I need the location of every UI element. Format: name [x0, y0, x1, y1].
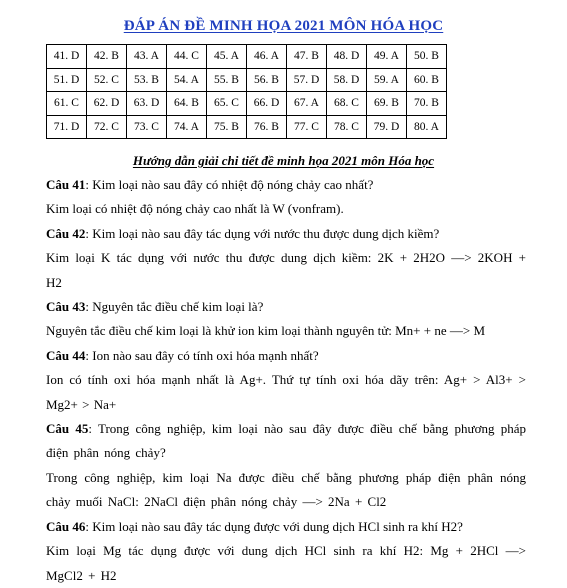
answer-cell: 61. C — [47, 92, 87, 116]
answer-row — [47, 45, 447, 69]
answer-cell: 74. A — [167, 115, 207, 139]
answer-cell: 41. D — [47, 45, 87, 69]
answer-42: Kim loại K tác dụng với nước thu được dung dịch kiềm: 2K + 2H2O —> 2KOH + H2 — [46, 250, 526, 290]
question-41: Câu 41: Kim loại nào sau đây có nhiệt độ nóng chảy cao nhất? — [46, 177, 374, 192]
answer-43: Nguyên tắc điều chế kim loại là khử ion kim loại thành nguyên tử: Mn+ + ne —> M — [46, 323, 486, 339]
answer-cell: 55. B — [207, 68, 247, 92]
answer-cell: 51. D — [47, 68, 87, 92]
answer-cell: 75. B — [207, 115, 247, 139]
answer-key-table — [46, 44, 447, 139]
answer-cell: 58. D — [327, 68, 367, 92]
answer-cell: 60. B — [407, 68, 447, 92]
answer-41: Kim loại có nhiệt độ nóng chảy cao nhất là W (vonfram). — [46, 201, 344, 217]
answer-cell: 64. B — [167, 92, 207, 116]
answer-cell: 70. B — [407, 92, 447, 116]
page-title: ĐÁP ÁN ĐỀ MINH HỌA 2021 MÔN HÓA HỌC — [123, 18, 444, 34]
answer-cell: 47. B — [287, 45, 327, 69]
section-heading: Hướng dẫn giải chi tiết đề minh họa 2021 môn Hóa học — [132, 153, 435, 168]
answer-cell: 69. B — [367, 92, 407, 116]
question-45: Câu 45: Trong công nghiệp, kim loại nào sau đây được điều chế bằng phương pháp điện phân nóng chảy? — [46, 421, 526, 461]
answer-cell: 57. D — [287, 68, 327, 92]
answer-cell: 78. C — [327, 115, 367, 139]
answer-cell: 42. B — [87, 45, 127, 69]
answer-cell: 52. C — [87, 68, 127, 92]
question-42: Câu 42: Kim loại nào sau đây tác dụng với nước thu được dung dịch kiềm? — [46, 225, 440, 241]
answer-cell: 44. C — [167, 45, 207, 69]
answer-cell: 56. B — [247, 68, 287, 92]
answer-cell: 53. B — [127, 68, 167, 92]
answer-cell: 54. A — [167, 68, 207, 92]
answer-cell: 71. D — [47, 115, 87, 139]
solution-list — [46, 173, 526, 588]
answer-44: Ion có tính oxi hóa mạnh nhất là Ag+. Thứ tự tính oxi hóa dãy trên: Ag+ > Al3+ > Mg2+ > Na+ — [46, 372, 526, 412]
answer-46: Kim loại Mg tác dụng được với dung dịch HCl sinh ra khí H2: Mg + 2HCl —> MgCl2 + H2 — [46, 543, 526, 583]
answer-row — [47, 115, 447, 139]
answer-cell: 80. A — [407, 115, 447, 139]
answer-cell: 59. A — [367, 68, 407, 92]
question-46: Câu 46: Kim loại nào sau đây tác dụng được với dung dịch HCl sinh ra khí H2? — [46, 518, 463, 534]
answer-cell: 67. A — [287, 92, 327, 116]
answer-cell: 73. C — [127, 115, 167, 139]
answer-cell: 46. A — [247, 45, 287, 69]
question-43: Câu 43: Nguyên tắc điều chế kim loại là? — [46, 299, 264, 315]
answer-cell: 50. B — [407, 45, 447, 69]
answer-cell: 45. A — [207, 45, 247, 69]
answer-45: Trong công nghiệp, kim loại Na được điều chế bằng phương pháp điện phân nóng chảy muối NaCl: 2NaCl điện phân nóng chảy —> 2Na + Cl2 — [46, 469, 526, 510]
answer-row — [47, 92, 447, 116]
answer-cell: 63. D — [127, 92, 167, 116]
answer-cell: 68. C — [327, 92, 367, 116]
answer-cell: 79. D — [367, 115, 407, 139]
question-44: Câu 44: Ion nào sau đây có tính oxi hóa mạnh nhất? — [46, 347, 319, 363]
answer-cell: 77. C — [287, 115, 327, 139]
answer-cell: 66. D — [247, 92, 287, 116]
answer-cell: 72. C — [87, 115, 127, 139]
answer-cell: 65. C — [207, 92, 247, 116]
answer-cell: 76. B — [247, 115, 287, 139]
answer-cell: 62. D — [87, 92, 127, 116]
answer-cell: 43. A — [127, 45, 167, 69]
answer-row — [47, 68, 447, 92]
answer-cell: 48. D — [327, 45, 367, 69]
answer-cell: 49. A — [367, 45, 407, 69]
